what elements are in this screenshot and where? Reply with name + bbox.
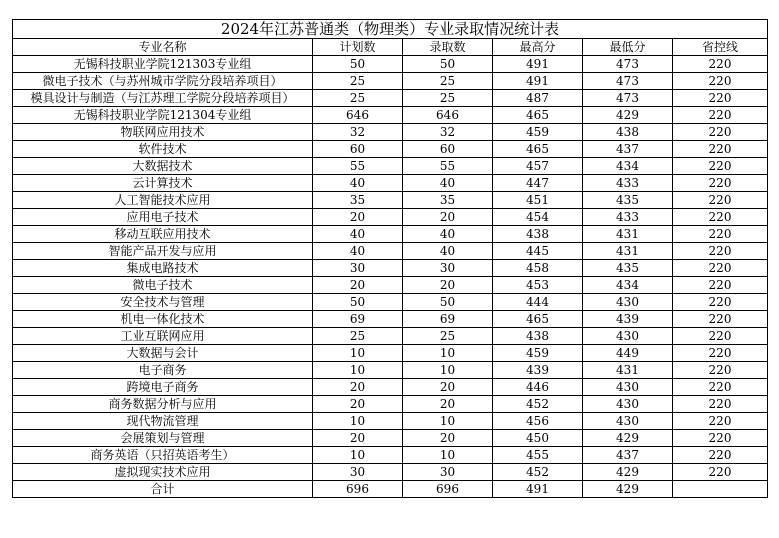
major-name-cell: 微电子技术: [13, 277, 313, 294]
major-name-cell: 机电一体化技术: [13, 311, 313, 328]
min-score-cell: 430: [583, 294, 673, 311]
control-line-cell: 220: [673, 294, 768, 311]
major-name-cell: 软件技术: [13, 141, 313, 158]
control-line-cell: 220: [673, 260, 768, 277]
major-name-cell: 大数据与会计: [13, 345, 313, 362]
table-row: [13, 413, 768, 430]
min-score-cell: 437: [583, 141, 673, 158]
major-name-cell: 大数据技术: [13, 158, 313, 175]
max-score-cell: 457: [493, 158, 583, 175]
table-row: [13, 396, 768, 413]
admitted-count-cell: 35: [403, 192, 493, 209]
max-score-cell: 438: [493, 226, 583, 243]
control-line-cell: 220: [673, 447, 768, 464]
major-name-cell: 智能产品开发与应用: [13, 243, 313, 260]
table-row: [13, 277, 768, 294]
major-name-cell: 现代物流管理: [13, 413, 313, 430]
max-score-cell: 438: [493, 328, 583, 345]
min-score-cell: 449: [583, 345, 673, 362]
header-admitted-count: 录取数: [403, 39, 493, 56]
major-name-cell: 商务英语（只招英语考生）: [13, 447, 313, 464]
control-line-cell: 220: [673, 430, 768, 447]
header-plan-count: 计划数: [313, 39, 403, 56]
control-line-cell: 220: [673, 192, 768, 209]
max-score-cell: 453: [493, 277, 583, 294]
max-score-cell: 455: [493, 447, 583, 464]
plan-count-cell: 646: [313, 107, 403, 124]
min-score-cell: 429: [583, 481, 673, 498]
admitted-count-cell: 696: [403, 481, 493, 498]
table-row: [13, 362, 768, 379]
major-name-cell: 会展策划与管理: [13, 430, 313, 447]
plan-count-cell: 50: [313, 294, 403, 311]
admitted-count-cell: 40: [403, 243, 493, 260]
table-row: [13, 124, 768, 141]
admitted-count-cell: 10: [403, 447, 493, 464]
max-score-cell: 454: [493, 209, 583, 226]
control-line-cell: 220: [673, 226, 768, 243]
table-title: 2024年江苏普通类（物理类）专业录取情况统计表: [13, 20, 768, 39]
plan-count-cell: 69: [313, 311, 403, 328]
table-row: [13, 379, 768, 396]
control-line-cell: 220: [673, 277, 768, 294]
min-score-cell: 433: [583, 175, 673, 192]
table-row: [13, 430, 768, 447]
major-name-cell: 人工智能技术应用: [13, 192, 313, 209]
control-line-cell: 220: [673, 328, 768, 345]
control-line-cell: 220: [673, 464, 768, 481]
plan-count-cell: 20: [313, 379, 403, 396]
plan-count-cell: 40: [313, 243, 403, 260]
major-name-cell: 集成电路技术: [13, 260, 313, 277]
admitted-count-cell: 30: [403, 464, 493, 481]
control-line-cell: 220: [673, 379, 768, 396]
admitted-count-cell: 40: [403, 226, 493, 243]
admitted-count-cell: 50: [403, 56, 493, 73]
plan-count-cell: 30: [313, 464, 403, 481]
table-row: [13, 243, 768, 260]
admission-table-sheet: [12, 19, 767, 498]
admitted-count-cell: 20: [403, 430, 493, 447]
control-line-cell: 220: [673, 311, 768, 328]
major-name-cell: 工业互联网应用: [13, 328, 313, 345]
table-row: [13, 311, 768, 328]
major-name-cell: 虚拟现实技术应用: [13, 464, 313, 481]
control-line-cell: 220: [673, 73, 768, 90]
table-title-row: [13, 20, 768, 39]
min-score-cell: 437: [583, 447, 673, 464]
max-score-cell: 459: [493, 124, 583, 141]
max-score-cell: 459: [493, 345, 583, 362]
min-score-cell: 435: [583, 192, 673, 209]
max-score-cell: 491: [493, 481, 583, 498]
control-line-cell: 220: [673, 107, 768, 124]
plan-count-cell: 50: [313, 56, 403, 73]
max-score-cell: 439: [493, 362, 583, 379]
max-score-cell: 487: [493, 90, 583, 107]
admitted-count-cell: 55: [403, 158, 493, 175]
admitted-count-cell: 60: [403, 141, 493, 158]
plan-count-cell: 10: [313, 413, 403, 430]
min-score-cell: 430: [583, 396, 673, 413]
max-score-cell: 458: [493, 260, 583, 277]
max-score-cell: 444: [493, 294, 583, 311]
table-row: [13, 56, 768, 73]
max-score-cell: 451: [493, 192, 583, 209]
max-score-cell: 446: [493, 379, 583, 396]
plan-count-cell: 20: [313, 430, 403, 447]
min-score-cell: 434: [583, 277, 673, 294]
plan-count-cell: 20: [313, 209, 403, 226]
header-major-name: 专业名称: [13, 39, 313, 56]
min-score-cell: 433: [583, 209, 673, 226]
admitted-count-cell: 20: [403, 209, 493, 226]
min-score-cell: 431: [583, 243, 673, 260]
admitted-count-cell: 32: [403, 124, 493, 141]
plan-count-cell: 40: [313, 226, 403, 243]
control-line-cell: [673, 481, 768, 498]
max-score-cell: 452: [493, 396, 583, 413]
table-row: [13, 345, 768, 362]
admitted-count-cell: 30: [403, 260, 493, 277]
table-row: [13, 73, 768, 90]
major-name-cell: 无锡科技职业学院121303专业组: [13, 56, 313, 73]
table-row: [13, 328, 768, 345]
major-name-cell: 物联网应用技术: [13, 124, 313, 141]
control-line-cell: 220: [673, 362, 768, 379]
plan-count-cell: 10: [313, 345, 403, 362]
total-row: [13, 481, 768, 498]
plan-count-cell: 25: [313, 73, 403, 90]
admission-table: [12, 19, 768, 498]
plan-count-cell: 20: [313, 396, 403, 413]
plan-count-cell: 35: [313, 192, 403, 209]
min-score-cell: 473: [583, 73, 673, 90]
control-line-cell: 220: [673, 141, 768, 158]
plan-count-cell: 60: [313, 141, 403, 158]
table-row: [13, 464, 768, 481]
admitted-count-cell: 10: [403, 362, 493, 379]
table-row: [13, 175, 768, 192]
major-name-cell: 商务数据分析与应用: [13, 396, 313, 413]
table-row: [13, 107, 768, 124]
min-score-cell: 431: [583, 362, 673, 379]
control-line-cell: 220: [673, 56, 768, 73]
min-score-cell: 434: [583, 158, 673, 175]
plan-count-cell: 30: [313, 260, 403, 277]
major-name-cell: 无锡科技职业学院121304专业组: [13, 107, 313, 124]
table-row: [13, 294, 768, 311]
admitted-count-cell: 25: [403, 90, 493, 107]
min-score-cell: 429: [583, 464, 673, 481]
min-score-cell: 430: [583, 328, 673, 345]
plan-count-cell: 55: [313, 158, 403, 175]
plan-count-cell: 40: [313, 175, 403, 192]
max-score-cell: 491: [493, 73, 583, 90]
min-score-cell: 438: [583, 124, 673, 141]
admitted-count-cell: 646: [403, 107, 493, 124]
max-score-cell: 447: [493, 175, 583, 192]
major-name-cell: 应用电子技术: [13, 209, 313, 226]
major-name-cell: 跨境电子商务: [13, 379, 313, 396]
table-row: [13, 226, 768, 243]
control-line-cell: 220: [673, 413, 768, 430]
max-score-cell: 445: [493, 243, 583, 260]
min-score-cell: 439: [583, 311, 673, 328]
table-row: [13, 158, 768, 175]
plan-count-cell: 10: [313, 447, 403, 464]
plan-count-cell: 10: [313, 362, 403, 379]
major-name-cell: 移动互联应用技术: [13, 226, 313, 243]
table-row: [13, 141, 768, 158]
max-score-cell: 491: [493, 56, 583, 73]
table-row: [13, 90, 768, 107]
max-score-cell: 465: [493, 311, 583, 328]
admitted-count-cell: 50: [403, 294, 493, 311]
min-score-cell: 430: [583, 413, 673, 430]
major-name-cell: 云计算技术: [13, 175, 313, 192]
major-name-cell: 模具设计与制造（与江苏理工学院分段培养项目）: [13, 90, 313, 107]
control-line-cell: 220: [673, 124, 768, 141]
min-score-cell: 473: [583, 56, 673, 73]
major-name-cell: 合计: [13, 481, 313, 498]
min-score-cell: 429: [583, 107, 673, 124]
table-row: [13, 447, 768, 464]
major-name-cell: 微电子技术（与苏州城市学院分段培养项目）: [13, 73, 313, 90]
admitted-count-cell: 40: [403, 175, 493, 192]
min-score-cell: 473: [583, 90, 673, 107]
table-row: [13, 209, 768, 226]
table-header-row: [13, 39, 768, 56]
plan-count-cell: 696: [313, 481, 403, 498]
admitted-count-cell: 25: [403, 73, 493, 90]
max-score-cell: 456: [493, 413, 583, 430]
admitted-count-cell: 10: [403, 345, 493, 362]
plan-count-cell: 32: [313, 124, 403, 141]
max-score-cell: 465: [493, 141, 583, 158]
control-line-cell: 220: [673, 175, 768, 192]
min-score-cell: 429: [583, 430, 673, 447]
plan-count-cell: 25: [313, 90, 403, 107]
max-score-cell: 465: [493, 107, 583, 124]
control-line-cell: 220: [673, 345, 768, 362]
plan-count-cell: 20: [313, 277, 403, 294]
table-row: [13, 192, 768, 209]
control-line-cell: 220: [673, 243, 768, 260]
admitted-count-cell: 10: [403, 413, 493, 430]
min-score-cell: 435: [583, 260, 673, 277]
min-score-cell: 431: [583, 226, 673, 243]
control-line-cell: 220: [673, 396, 768, 413]
header-control-line: 省控线: [673, 39, 768, 56]
control-line-cell: 220: [673, 158, 768, 175]
max-score-cell: 452: [493, 464, 583, 481]
admitted-count-cell: 20: [403, 277, 493, 294]
major-name-cell: 电子商务: [13, 362, 313, 379]
admitted-count-cell: 20: [403, 379, 493, 396]
major-name-cell: 安全技术与管理: [13, 294, 313, 311]
admitted-count-cell: 20: [403, 396, 493, 413]
table-row: [13, 260, 768, 277]
header-max-score: 最高分: [493, 39, 583, 56]
admitted-count-cell: 25: [403, 328, 493, 345]
min-score-cell: 430: [583, 379, 673, 396]
plan-count-cell: 25: [313, 328, 403, 345]
control-line-cell: 220: [673, 209, 768, 226]
admitted-count-cell: 69: [403, 311, 493, 328]
max-score-cell: 450: [493, 430, 583, 447]
control-line-cell: 220: [673, 90, 768, 107]
header-min-score: 最低分: [583, 39, 673, 56]
